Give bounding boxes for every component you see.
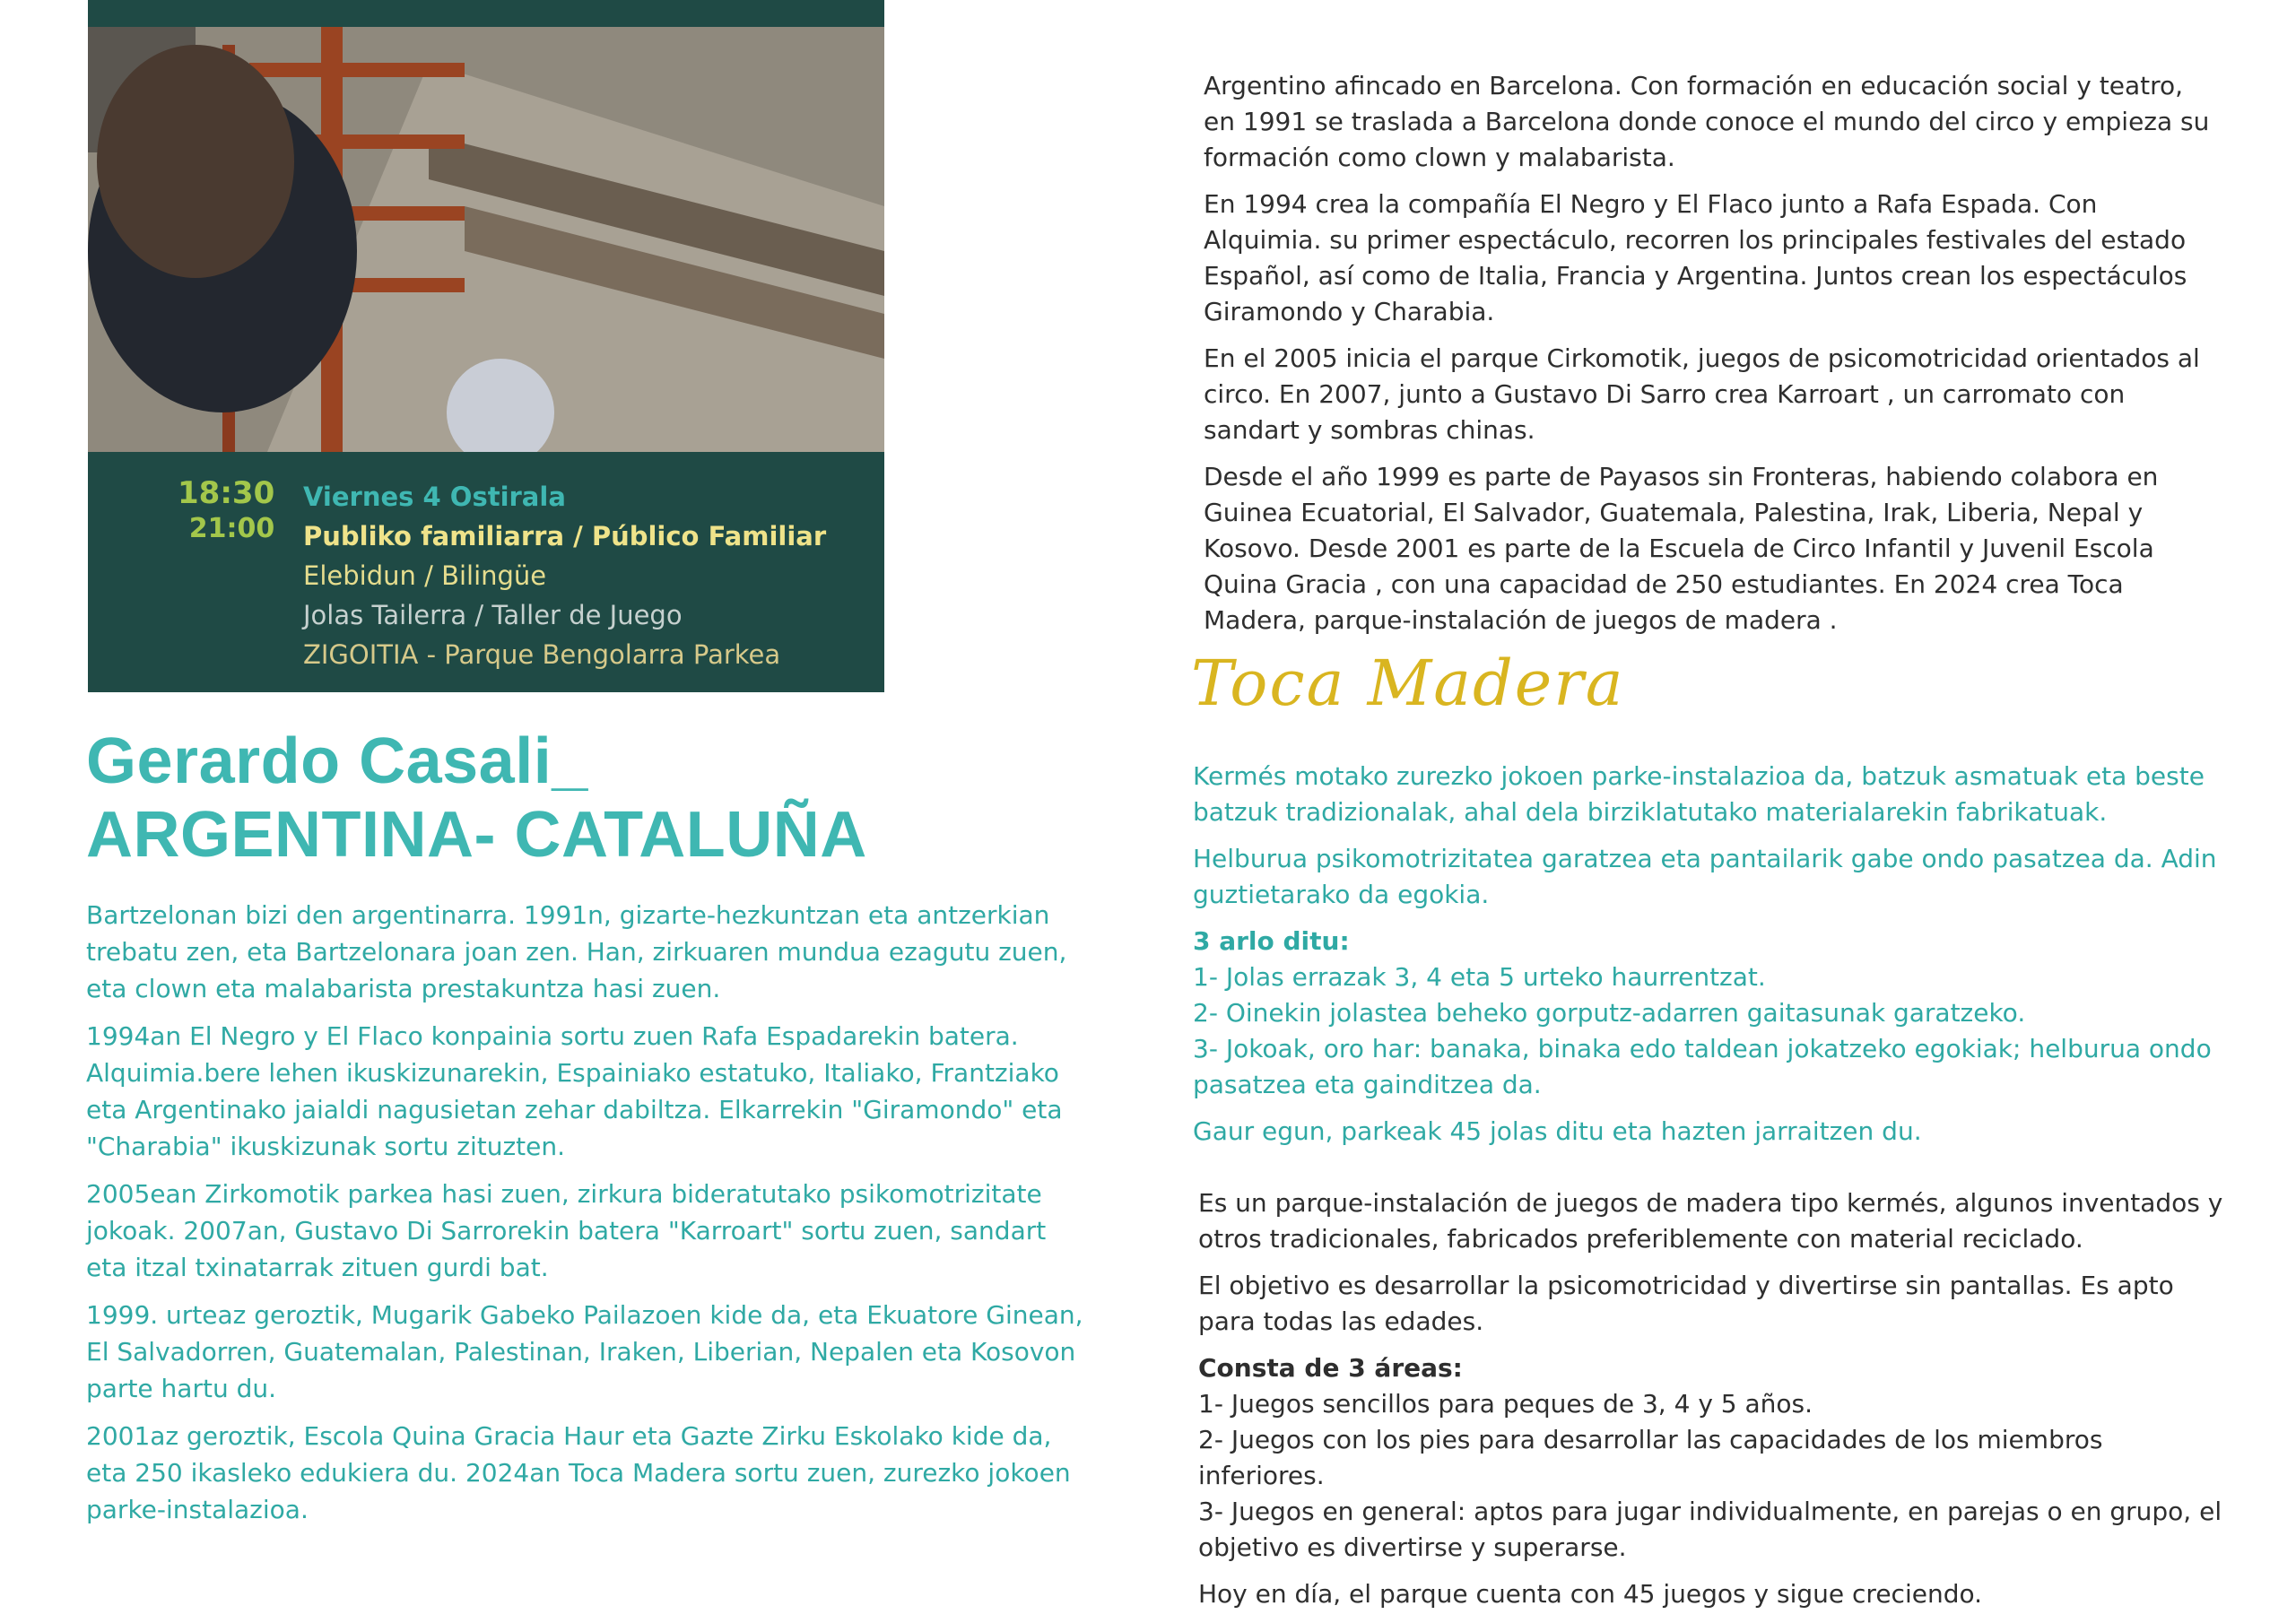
bio-eu-paragraph: 2005ean Zirkomotik parkea hasi zuen, zirkura bideratutako psikomotrizitate jokoak. 2007an, Gustavo Di Sarrorekin batera "Karroart" sortu zuen, sandart eta itzal txinatarrak zituen gurdi bat. bbox=[86, 1179, 1047, 1282]
show-es-area-item: 3- Juegos en general: aptos para jugar individualmente, en parejas o en grupo, el objetivo es divertirse y superarse. bbox=[1198, 1497, 2222, 1562]
bio-basque bbox=[86, 897, 1091, 1539]
show-description-spanish bbox=[1198, 1185, 2230, 1623]
bio-es-paragraph: En el 2005 inicia el parque Cirkomotik, juegos de psicomotricidad orientados al circo. En 2007, junto a Gustavo Di Sarro crea Karroart , un carromato con sandart y sombras chinas. bbox=[1204, 343, 2200, 445]
event-info-panel bbox=[88, 0, 884, 692]
bio-eu-paragraph: Bartzelonan bizi den argentinarra. 1991n, gizarte-hezkuntzan eta antzerkian trebatu zen, eta Bartzelonara joan zen. Han, zirkuaren mundua ezagutu zuen, eta clown eta malabarista prestakuntza hasi zuen. bbox=[86, 900, 1067, 1003]
bio-eu-paragraph: 2001az geroztik, Escola Quina Gracia Haur eta Gazte Zirku Eskolako kide da, eta 250 ikasleko edukiera du. 2024an Toca Madera sortu zuen, zurezko jokoen parke-instalazioa. bbox=[86, 1421, 1071, 1524]
event-language: Elebidun / Bilingüe bbox=[303, 560, 547, 591]
event-place: ZIGOITIA - Parque Bengolarra Parkea bbox=[303, 639, 781, 670]
show-es-closing: Hoy en día, el parque cuenta con 45 juegos y sigue creciendo. bbox=[1198, 1579, 1983, 1609]
show-description-basque bbox=[1193, 759, 2224, 1160]
show-eu-goal: Helburua psikomotrizitatea garatzea eta pantailarik gabe ondo pasatzea da. Adin guztietarako da egokia. bbox=[1193, 844, 2217, 909]
bio-spanish bbox=[1204, 68, 2217, 649]
schedule-box bbox=[88, 472, 884, 692]
show-es-intro: Es un parque-instalación de juegos de madera tipo kermés, algunos inventados y otros tradicionales, fabricados preferiblemente con material reciclado. bbox=[1198, 1188, 2223, 1254]
show-eu-intro: Kermés motako zurezko jokoen parke-instalazioa da, batzuk asmatuak eta beste batzuk tradizionalak, ahal dela birziklatutako materialarekin fabrikatuak. bbox=[1193, 761, 2205, 827]
show-title: Toca Madera bbox=[1191, 647, 1625, 720]
show-eu-area-item: 3- Jokoak, oro har: banaka, binaka edo taldean jokatzeko egokiak; helburua ondo pasatzea eta gainditzea da. bbox=[1193, 1034, 2212, 1099]
event-details bbox=[303, 477, 826, 674]
artist-title bbox=[86, 725, 867, 872]
event-audience: Publiko familiarra / Público Familiar bbox=[303, 521, 827, 551]
event-type: Jolas Tailerra / Taller de Juego bbox=[303, 600, 683, 630]
event-photo bbox=[88, 27, 884, 452]
bio-eu-paragraph: 1999. urteaz geroztik, Mugarik Gabeko Pailazoen kide da, eta Ekuatore Ginean, El Salvadorren, Guatemalan, Palestinan, Iraken, Liberian, Nepalen eta Kosovon parte hartu du. bbox=[86, 1300, 1083, 1403]
event-date: Viernes 4 Ostirala bbox=[303, 482, 566, 512]
show-es-area-item: 1- Juegos sencillos para peques de 3, 4 y 5 años. bbox=[1198, 1389, 1813, 1419]
show-eu-closing: Gaur egun, parkeak 45 jolas ditu eta hazten jarraitzen du. bbox=[1193, 1116, 1922, 1146]
time-end: 21:00 bbox=[188, 513, 275, 544]
bio-es-paragraph: Desde el año 1999 es parte de Payasos sin Fronteras, habiendo colabora en Guinea Ecuatorial, El Salvador, Guatemala, Palestina, Irak, Liberia, Nepal y Kosovo. Desde 2001 es parte de la Escuela de Circo Infantil y Juvenil Escola Quina Gracia , con una capacidad de 250 estudiantes. En 2024 crea Toca Madera, parque-instalación de juegos de madera . bbox=[1204, 462, 2159, 635]
bio-es-paragraph: En 1994 crea la compañía El Negro y El Flaco junto a Rafa Espada. Con Alquimia. su primer espectáculo, recorren los principales festivales del estado Español, así como de Italia, Francia y Argentina. Juntos crean los espectáculos Giramondo y Charabia. bbox=[1204, 189, 2187, 326]
artist-name: Gerardo Casali_ bbox=[86, 725, 588, 797]
show-es-areas-heading: Consta de 3 áreas: bbox=[1198, 1353, 1463, 1383]
show-es-goal: El objetivo es desarrollar la psicomotricidad y divertirse sin pantallas. Es apto para todas las edades. bbox=[1198, 1271, 2174, 1336]
artist-origin: ARGENTINA- CATALUÑA bbox=[86, 799, 867, 871]
photo-illustration bbox=[88, 27, 884, 452]
event-times bbox=[178, 475, 274, 547]
bio-es-paragraph: Argentino afincado en Barcelona. Con formación en educación social y teatro, en 1991 se traslada a Barcelona donde conoce el mundo del circo y empieza su formación como clown y malabarista. bbox=[1204, 71, 2210, 172]
bio-eu-paragraph: 1994an El Negro y El Flaco konpainia sortu zuen Rafa Espadarekin batera. Alquimia.bere lehen ikuskizunarekin, Espainiako estatuko, Italiako, Frantziako eta Argentinako jaialdi nagusietan zehar dabiltza. Elkarrekin "Giramondo" eta "Charabia" ikuskizunak sortu zituzten. bbox=[86, 1021, 1063, 1161]
show-eu-areas-heading: 3 arlo ditu: bbox=[1193, 926, 1350, 956]
time-start: 18:30 bbox=[178, 475, 275, 511]
show-es-area-item: 2- Juegos con los pies para desarrollar las capacidades de los miembros inferiores. bbox=[1198, 1425, 2103, 1490]
show-eu-area-item: 2- Oinekin jolastea beheko gorputz-adarren gaitasunak garatzeko. bbox=[1193, 998, 2026, 1028]
show-eu-area-item: 1- Jolas errazak 3, 4 eta 5 urteko haurrentzat. bbox=[1193, 962, 1766, 992]
